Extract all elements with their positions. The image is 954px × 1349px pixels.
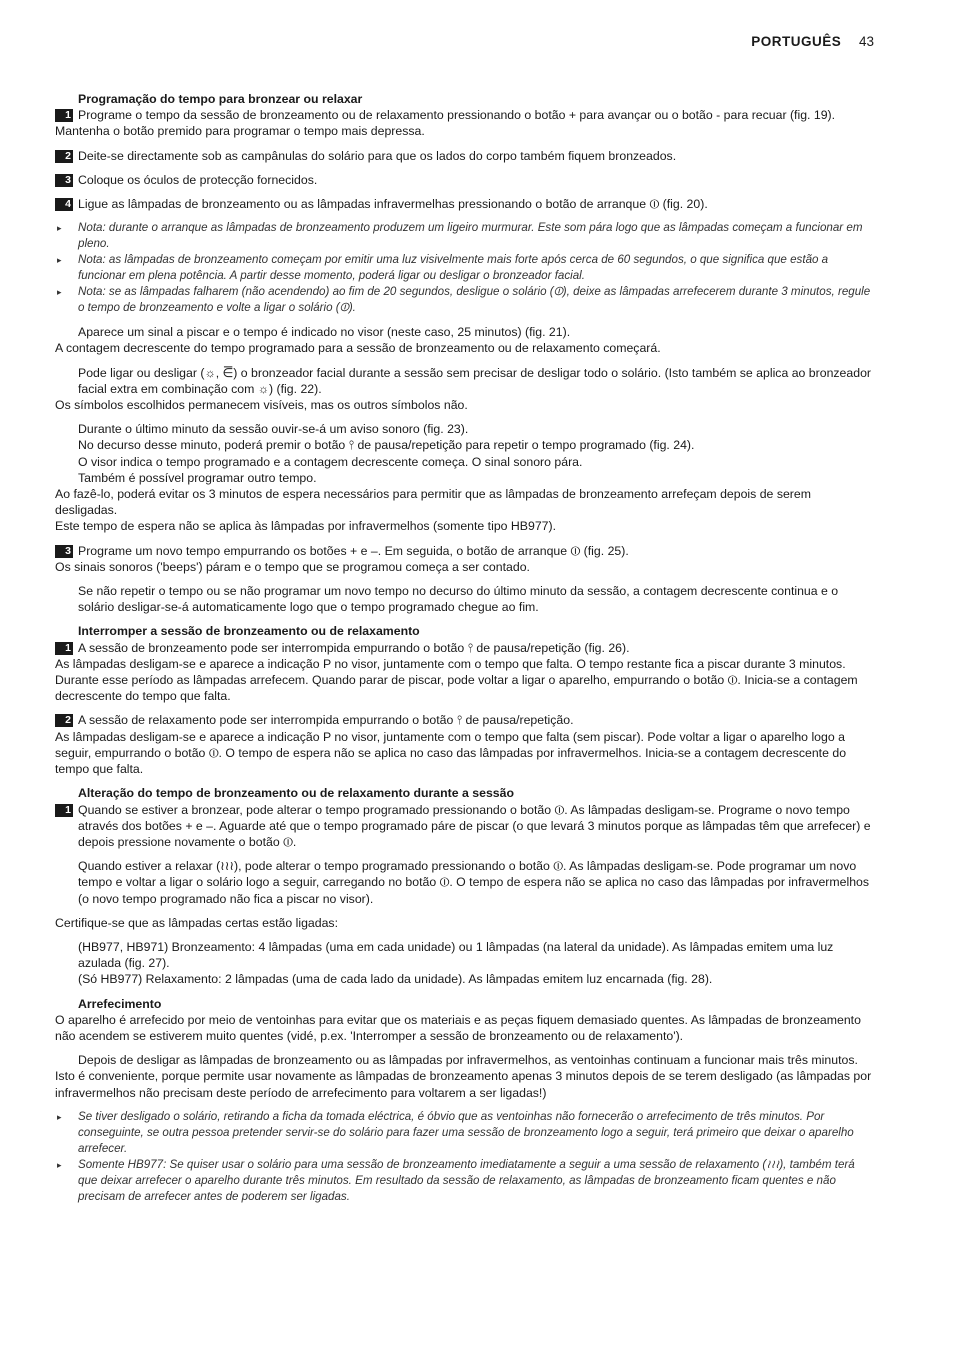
step-text: A sessão de bronzeamento pode ser interrompida empurrando o botão ⫯ de pausa/repetição (fig. 26). (78, 640, 630, 655)
step-4 (55, 196, 872, 212)
paragraph: Depois de desligar as lâmpadas de bronzeamento ou as lâmpadas por infravermelhos, as ventoinhas continuam a funcionar mais três minutos. (78, 1053, 858, 1068)
note-text: Somente HB977: Se quiser usar o solário para uma sessão de bronzeamento imediatamente a seguir a uma sessão de relaxamento (≀≀≀), também terá que deixar arrefecer o aparelho durante três minutos. Em resultado da sessão de relaxamento, as lâmpadas de bronzeamento ficam quentes e não precisam de arrefecer antes de poderem ser ligadas. (78, 1157, 855, 1203)
step-2 (55, 712, 872, 728)
step-number: 1 (55, 804, 73, 817)
step-3-new-time (55, 543, 872, 559)
paragraph: Ao fazê-lo, poderá evitar os 3 minutos de espera necessários para permitir que as lâmpadas de bronzeamento arrefeçam depois de serem desligadas. (55, 487, 811, 518)
bullet-icon: ▸ (57, 255, 62, 266)
step-text: Deite-se directamente sob as campânulas do solário para que os lados do corpo também fiquem bronzeados. (78, 148, 677, 163)
note-item (55, 220, 872, 252)
bullet-icon: ▸ (57, 223, 62, 234)
step-1 (55, 640, 872, 656)
paragraph: Se não repetir o tempo ou se não programar um novo tempo no decurso do último minuto da sessão, a contagem decrescente continua e o solário desligar-se-á automaticamente logo que o tempo programado chegue ao fim. (78, 584, 839, 615)
bullet-icon: ▸ (57, 1159, 62, 1170)
paragraph: Certifique-se que as lâmpadas certas estão ligadas: (55, 915, 338, 930)
paragraph: Durante o último minuto da sessão ouvir-se-á um aviso sonoro (fig. 23). (78, 422, 469, 437)
step-text: Programe o tempo da sessão de bronzeamento ou de relaxamento pressionando o botão + para avançar ou o botão - para recuar (fig. 19). (78, 108, 836, 123)
paragraph: Isto é conveniente, porque permite usar novamente as lâmpadas de bronzeamento apenas 3 minutos depois de se terem desligado (as lâmpadas por infravermelhos não precisam deste período de arrefecimento para voltarem a ser ligadas!) (55, 1069, 872, 1100)
paragraph: Este tempo de espera não se aplica às lâmpadas por infravermelhos (somente tipo HB977). (55, 519, 557, 534)
step-3 (55, 172, 872, 188)
page-content (55, 91, 872, 1205)
paragraph: A contagem decrescente do tempo programado para a sessão de bronzeamento ou de relaxamento começará. (55, 341, 661, 356)
section-heading-interrupt: Interromper a sessão de bronzeamento ou de relaxamento (78, 624, 420, 639)
note-text: Se tiver desligado o solário, retirando a ficha da tomada eléctrica, é óbvio que as ventoinhas não fornecerão o arrefecimento de três minutos. Por conseguinte, se outra pessoa pretender servir-se do solário para fazer uma sessão de bronzeamento logo a seguir, terá primeiro que deixar o aparelho arrefecer. (78, 1109, 854, 1155)
bullet-icon: ▸ (57, 1111, 62, 1122)
page-number: 43 (858, 34, 874, 49)
paragraph: No decurso desse minuto, poderá premir o botão ⫯ de pausa/repetição para repetir o tempo programado (fig. 24). (78, 438, 695, 453)
note-item (55, 284, 872, 316)
page-header (751, 34, 874, 49)
step-text: Coloque os óculos de protecção fornecidos. (78, 172, 318, 187)
step-note: Os sinais sonoros ('beeps') páram e o tempo que se programou começa a ser contado. (55, 559, 530, 574)
step-2 (55, 148, 872, 164)
paragraph: O visor indica o tempo programado e a contagem decrescente começa. O sinal sonoro pára. (78, 454, 583, 469)
step-note: Mantenha o botão premido para programar o tempo mais depressa. (55, 124, 425, 139)
step-1 (55, 107, 872, 123)
section-heading-cooling: Arrefecimento (78, 996, 162, 1011)
paragraph: Aparece um sinal a piscar e o tempo é indicado no visor (neste caso, 25 minutos) (fig. 21). (78, 325, 571, 340)
note-text: Nota: durante o arranque as lâmpadas de bronzeamento produzem um ligeiro murmurar. Este som pára logo que as lâmpadas começam a funcionar em pleno. (78, 221, 863, 251)
language-label: PORTUGUÊS (751, 34, 842, 49)
step-text: Quando se estiver a bronzear, pode alterar o tempo programado pressionando o botão ⏼. As lâmpadas desligam-se. Programe o novo tempo através dos botões + e –. Aguarde até que o tempo programado páre de piscar (o que levará 3 minutos porque as lâmpadas têm que arrefecer) e depois pressione novamente o botão ⏼. (78, 802, 871, 849)
step-number: 3 (55, 174, 73, 187)
step-text: Ligue as lâmpadas de bronzeamento ou as lâmpadas infravermelhas pressionando o botão de arranque ⏼ (fig. 20). (78, 197, 708, 212)
paragraph: (Só HB977) Relaxamento: 2 lâmpadas (uma de cada lado da unidade). As lâmpadas emitem luz encarnada (fig. 28). (78, 972, 713, 987)
paragraph: Os símbolos escolhidos permanecem visíveis, mas os outros símbolos não. (55, 398, 468, 413)
section-heading-change-time: Alteração do tempo de bronzeamento ou de relaxamento durante a sessão (78, 786, 514, 801)
paragraph: Quando estiver a relaxar (≀≀≀), pode alterar o tempo programado pressionando o botão ⏼. As lâmpadas desligam-se. Pode programar um novo tempo e voltar a ligar o solário logo a seguir, carregando no botão ⏼. O tempo de espera não se aplica no caso das lâmpadas por infravermelhos (o novo tempo programado não fica a piscar no visor). (78, 859, 870, 906)
bullet-icon: ▸ (57, 287, 62, 298)
note-text: Nota: se as lâmpadas falharem (não acendendo) ao fim de 20 segundos, desligue o solário (⏼), deixe as lâmpadas arrefecerem durante 3 minutos, regule o tempo de bronzeamento e volte a ligar o solário (⏼). (78, 285, 871, 315)
step-note: As lâmpadas desligam-se e aparece a indicação P no visor, juntamente com o tempo que falta. O tempo restante fica a piscar durante 3 minutos. Durante esse período as lâmpadas arrefecem. Quando parar de piscar, pode voltar a ligar o aparelho, empurrando o botão ⏼. Inicia-se a contagem decrescente do tempo que falta. (55, 656, 858, 704)
paragraph: Pode ligar ou desligar (☼, ⋶) o bronzeador facial durante a sessão sem precisar de desligar todo o solário. (Isto também se aplica ao bronzeador facial extra em combinação com ☼) (fig. 22). (78, 365, 872, 396)
step-number: 3 (55, 545, 73, 558)
step-note: As lâmpadas desligam-se e aparece a indicação P no visor, juntamente com o tempo que falta (sem piscar). Pode voltar a ligar o aparelho logo a seguir, empurrando o botão ⏼. O tempo de espera não se aplica no caso das lâmpadas por infravermelhos. Inicia-se a contagem decrescente do tempo que falta. (55, 729, 847, 777)
step-number: 2 (55, 714, 73, 727)
step-number: 2 (55, 150, 73, 163)
step-number: 1 (55, 109, 73, 122)
step-1 (55, 802, 872, 851)
note-item (55, 252, 872, 284)
paragraph: (HB977, HB971) Bronzeamento: 4 lâmpadas (uma em cada unidade) ou 1 lâmpadas (na lateral da unidade). As lâmpadas emitem uma luz azulada (fig. 27). (78, 939, 834, 971)
step-text: A sessão de relaxamento pode ser interrompida empurrando o botão ⫯ de pausa/repetição. (78, 713, 574, 728)
note-item (55, 1157, 872, 1205)
step-text: Programe um novo tempo empurrando os botões + e –. Em seguida, o botão de arranque ⏼ (fig. 25). (78, 543, 629, 558)
note-item (55, 1109, 872, 1157)
paragraph: Também é possível programar outro tempo. (78, 470, 317, 485)
step-number: 4 (55, 198, 73, 211)
paragraph: O aparelho é arrefecido por meio de ventoinhas para evitar que os materiais e as peças fiquem demasiado quentes. As lâmpadas de bronzeamento não acendem se estiverem muito quentes (vidé, p.ex. 'Interromper a sessão de bronzeamento ou de relaxamento'). (55, 1012, 861, 1043)
step-number: 1 (55, 642, 73, 655)
note-text: Nota: as lâmpadas de bronzeamento começam por emitir uma luz visivelmente mais forte após cerca de 60 segundos, o que significa que estão a funcionar em plena potência. A partir desse momento, poderá ligar ou desligar o bronzeador facial. (78, 253, 829, 283)
section-heading-programming: Programação do tempo para bronzear ou relaxar (78, 92, 363, 106)
